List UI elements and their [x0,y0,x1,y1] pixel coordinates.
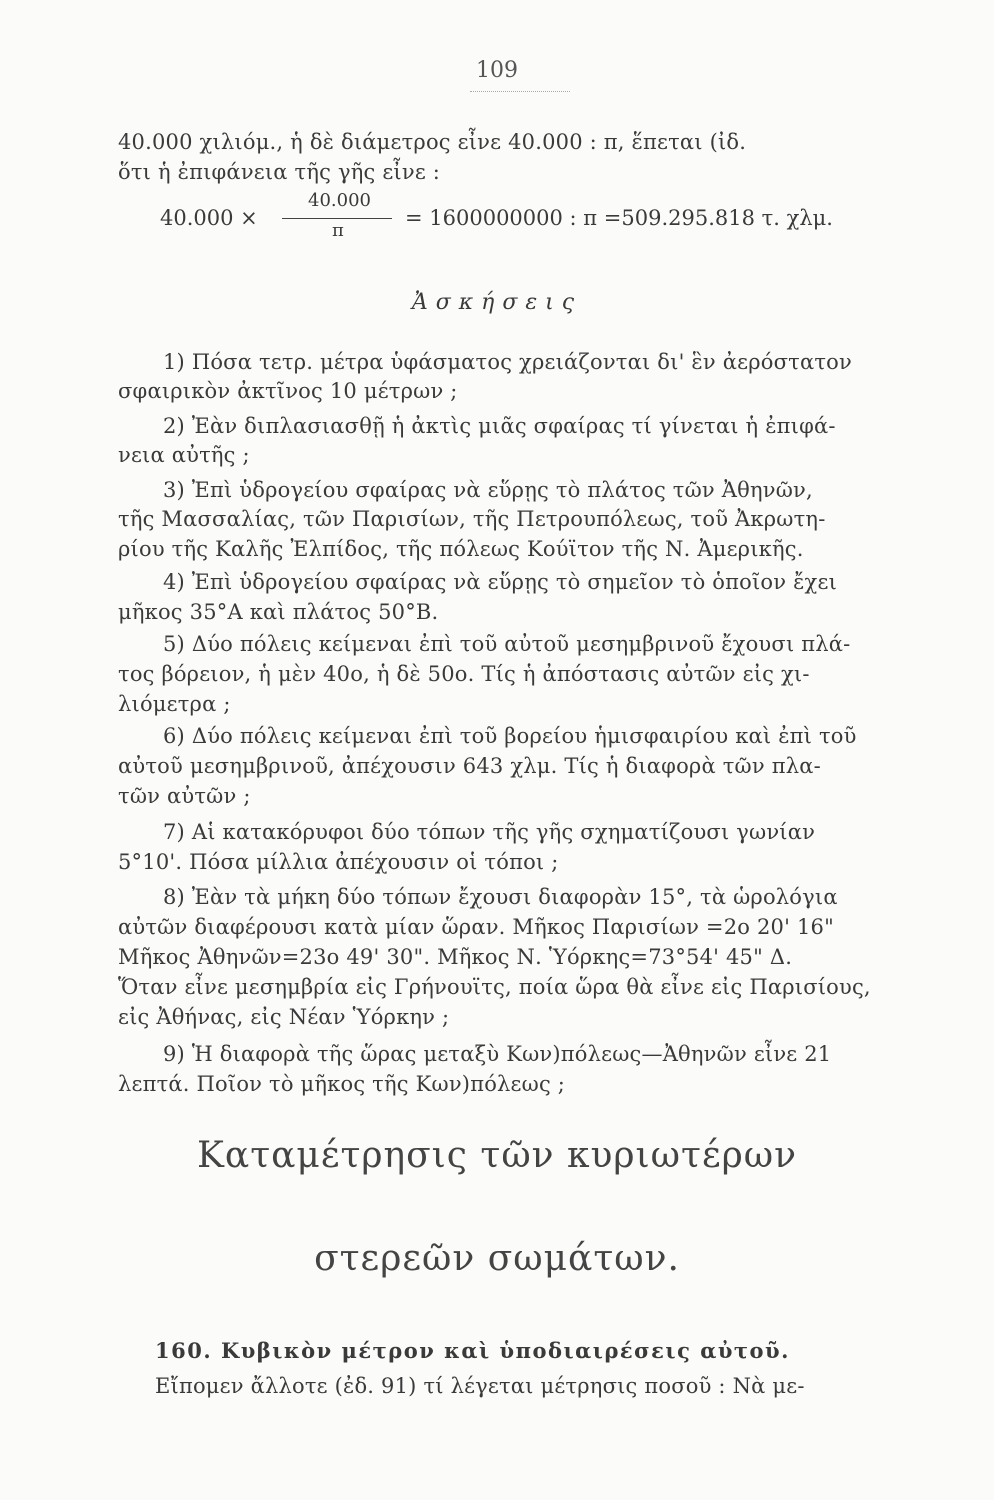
formula-lhs: 40.000 × [160,206,258,230]
exercise-line: 6) Δύο πόλεις κείμεναι ἐπὶ τοῦ βορείου ἡμισφαιρίου καὶ ἐπὶ τοῦ [163,724,857,748]
formula-rhs: = 1600000000 : π =509.295.818 τ. χλμ. [405,206,833,230]
exercise-line: 5°10'. Πόσα μίλλια ἀπέχουσιν οἱ τόποι ; [118,850,559,874]
intro-line: ὅτι ἡ ἐπιφάνεια τῆς γῆς εἶνε : [118,160,441,184]
exercise-line: τος βόρειον, ἡ μὲν 40ο, ἡ δὲ 50ο. Τίς ἡ ἀπόστασις αὐτῶν εἰς χι- [118,662,810,686]
section-title: Ἀσκήσεις [411,290,583,315]
page-number: 109 [476,58,518,83]
exercise-line: 9) Ἡ διαφορὰ τῆς ὥρας μεταξὺ Κων)πόλεως—Ἀθηνῶν εἶνε 21 [163,1042,832,1066]
exercise-line: μῆκος 35°Α καὶ πλάτος 50°Β. [118,600,439,624]
exercise-line: νεια αὐτῆς ; [118,443,250,467]
surface-formula [160,190,920,250]
exercise-line: 1) Πόσα τετρ. μέτρα ὑφάσματος χρειάζονται δι' ἓν ἀερόστατον [163,350,852,374]
formula-numerator: 40.000 [308,190,371,211]
exercise-line: αὐτῶν διαφέρουσι κατὰ μίαν ὥραν. Μῆκος Παρισίων =2ο 20' 16" [118,915,834,939]
exercise-line: 3) Ἐπὶ ὑδρογείου σφαίρας νὰ εὕρῃς τὸ πλάτος τῶν Ἀθηνῶν, [163,478,813,502]
exercise-line: 2) Ἐὰν διπλασιασθῇ ἡ ἀκτὶς μιᾶς σφαίρας τί γίνεται ἡ ἐπιφά- [163,414,836,438]
exercise-line: ρίου τῆς Καλῆς Ἐλπίδος, τῆς πόλεως Κούϊτον τῆς Ν. Ἀμερικῆς. [118,537,804,561]
exercise-line: Μῆκος Ἀθηνῶν=23ο 49' 30". Μῆκος Ν. Ὑόρκης=73°54' 45" Δ. [118,945,793,969]
chapter-title-line2: στερεῶν σωμάτων. [314,1238,680,1279]
exercise-line: Ὅταν εἶνε μεσημβρία εἰς Γρήνουϊτς, ποία ὥρα θὰ εἶνε εἰς Παρισίους, [118,975,871,999]
exercise-line: λιόμετρα ; [118,692,231,716]
formula-denominator: π [332,220,344,241]
page-number-rule [470,91,570,92]
subsection-text: Εἴπομεν ἄλλοτε (ἐδ. 91) τί λέγεται μέτρησις ποσοῦ : Νὰ με- [155,1374,805,1398]
exercise-line: εἰς Ἀθήνας, εἰς Νέαν Ὑόρκην ; [118,1005,450,1029]
exercise-line: λεπτά. Ποῖον τὸ μῆκος τῆς Κων)πόλεως ; [118,1072,566,1096]
exercise-line: 5) Δύο πόλεις κείμεναι ἐπὶ τοῦ αὐτοῦ μεσημβρινοῦ ἔχουσι πλά- [163,632,851,656]
exercise-line: 8) Ἐὰν τὰ μήκη δύο τόπων ἔχουσι διαφορὰν 15°, τὰ ὡρολόγια [163,885,838,909]
fraction-bar [282,218,392,219]
chapter-title-line1: Καταμέτρησις τῶν κυριωτέρων [196,1135,797,1176]
intro-line: 40.000 χιλιόμ., ἡ δὲ διάμετρος εἶνε 40.000 : π, ἕπεται (ἰδ. [118,130,747,154]
exercise-line: σφαιρικὸν ἀκτῖνος 10 μέτρων ; [118,379,458,403]
exercise-line: τῶν αὐτῶν ; [118,784,251,808]
subsection-heading: 160. Κυβικὸν μέτρον καὶ ὑποδιαιρέσεις αὐτοῦ. [155,1338,790,1363]
exercise-line: 7) Αἱ κατακόρυφοι δύο τόπων τῆς γῆς σχηματίζουσι γωνίαν [163,820,816,844]
exercise-line: 4) Ἐπὶ ὑδρογείου σφαίρας νὰ εὕρῃς τὸ σημεῖον τὸ ὁποῖον ἔχει [163,570,837,594]
exercise-line: τῆς Μασσαλίας, τῶν Παρισίων, τῆς Πετρουπόλεως, τοῦ Ἀκρωτη- [118,507,826,531]
exercise-line: αὐτοῦ μεσημβρινοῦ, ἀπέχουσιν 643 χλμ. Τίς ἡ διαφορὰ τῶν πλα- [118,754,821,778]
